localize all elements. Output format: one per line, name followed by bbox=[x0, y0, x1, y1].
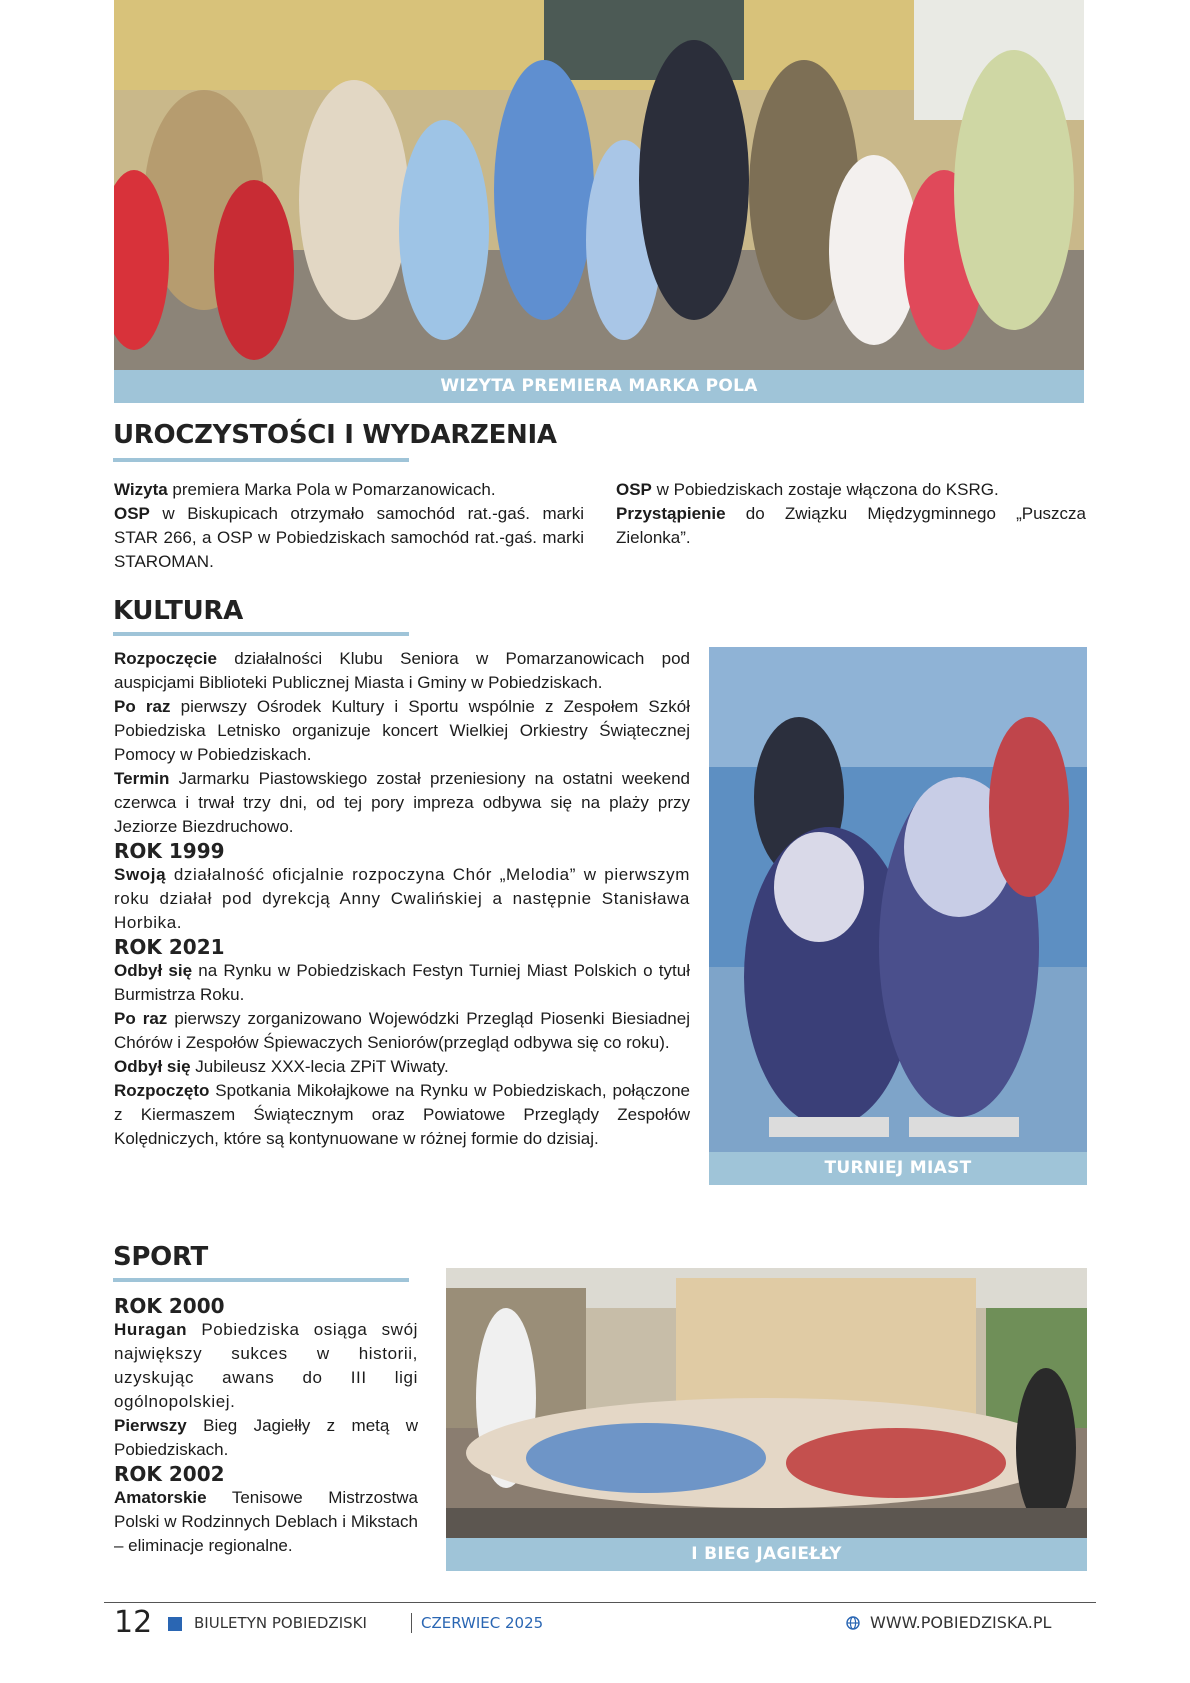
photo-town-tournament bbox=[709, 647, 1087, 1152]
website-link[interactable]: WWW.POBIEDZISKA.PL bbox=[870, 1613, 1052, 1632]
events-column-left bbox=[114, 478, 584, 574]
sport-paragraph: Huragan Pobiedziska osiąga swój największy sukces w historii, uzyskując awans do III ligi ogólnopolskiej. bbox=[114, 1320, 418, 1411]
year-label: ROK 1999 bbox=[114, 839, 225, 863]
sport-text-column bbox=[114, 1294, 418, 1558]
heading-sport: SPORT bbox=[113, 1242, 208, 1272]
culture-text-column bbox=[114, 647, 690, 1151]
heading-underline bbox=[113, 1278, 409, 1282]
caption-jagiello-run: I BIEG JAGIEŁŁY bbox=[446, 1538, 1087, 1571]
culture-paragraph: Po raz pierwszy Ośrodek Kultury i Sportu wspólnie z Zespołem Szkół Pobiedziska Letnisko organizuje koncert Wielkiej Orkiestry Świątecznej Pomocy w Pobiedziskach. bbox=[114, 697, 690, 764]
photo-premier-visit bbox=[114, 0, 1084, 370]
heading-underline bbox=[113, 458, 409, 462]
culture-paragraph: Po raz pierwszy zorganizowano Wojewódzki Przegląd Piosenki Biesiadnej Chórów i Zespołów Śpiewaczych Seniorów(przegląd odbywa się co roku). bbox=[114, 1009, 690, 1052]
heading-ceremonies-events: UROCZYSTOŚCI I WYDARZENIA bbox=[113, 420, 557, 450]
page-number: 12 bbox=[114, 1605, 153, 1640]
events-paragraph: Przystąpienie do Związku Międzygminnego „Puszcza Zielonka”. bbox=[616, 504, 1086, 547]
year-label: ROK 2021 bbox=[114, 935, 225, 959]
square-bullet-icon bbox=[168, 1617, 182, 1631]
events-paragraph: OSP w Pobiedziskach zostaje włączona do KSRG. bbox=[616, 480, 999, 499]
photo-jagiello-run bbox=[446, 1268, 1087, 1538]
photo-premier-visit-image bbox=[114, 0, 1084, 370]
heading-culture: KULTURA bbox=[113, 596, 243, 626]
page-footer bbox=[0, 1603, 1190, 1647]
heading-underline bbox=[113, 632, 409, 636]
culture-paragraph: Rozpoczęto Spotkania Mikołajkowe na Rynku w Pobiedziskach, połączone z Kiermaszem Świątecznym oraz Powiatowe Przeglądy Zespołów Kolędniczych, które są kontynuowane w różnej formie do dzisiaj. bbox=[114, 1081, 690, 1148]
sport-paragraph: Pierwszy Bieg Jagiełły z metą w Pobiedziskach. bbox=[114, 1416, 418, 1459]
issue-date: CZERWIEC 2025 bbox=[421, 1614, 544, 1632]
events-column-right bbox=[616, 478, 1086, 550]
events-paragraph: Wizyta premiera Marka Pola w Pomarzanowicach. bbox=[114, 480, 496, 499]
culture-paragraph: Swoją działalność oficjalnie rozpoczyna Chór „Melodia” w pierwszym roku działał pod dyrekcją Anny Cwalińskiej a następnie Stanisława Horbika. bbox=[114, 865, 690, 932]
photo-town-tournament-image bbox=[709, 647, 1087, 1152]
culture-paragraph: Termin Jarmarku Piastowskiego został przeniesiony na ostatni weekend czerwca i trwał trzy dni, od tej pory impreza odbywa się na plaży przy Jeziorze Biezdruchowo. bbox=[114, 769, 690, 836]
footer-separator bbox=[411, 1613, 412, 1633]
photo-jagiello-run-image bbox=[446, 1268, 1087, 1538]
caption-premier-visit: WIZYTA PREMIERA MARKA POLA bbox=[114, 370, 1084, 403]
culture-paragraph: Rozpoczęcie działalności Klubu Seniora w Pomarzanowicach pod auspicjami Biblioteki Publicznej Miasta i Gminy w Pobiedziskach. bbox=[114, 649, 690, 692]
culture-paragraph: Odbył się Jubileusz XXX-lecia ZPiT Wiwaty. bbox=[114, 1057, 449, 1076]
events-paragraph: OSP w Biskupicach otrzymało samochód rat.-gaś. marki STAR 266, a OSP w Pobiedziskach samochód rat.-gaś. marki STAROMAN. bbox=[114, 504, 584, 571]
culture-paragraph: Odbył się na Rynku w Pobiedziskach Festyn Turniej Miast Polskich o tytuł Burmistrza Roku. bbox=[114, 961, 690, 1004]
sport-paragraph: Amatorskie Tenisowe Mistrzostwa Polski w Rodzinnych Deblach i Mikstach – eliminacje regionalne. bbox=[114, 1488, 418, 1555]
year-label: ROK 2000 bbox=[114, 1294, 225, 1318]
caption-town-tournament: TURNIEJ MIAST bbox=[709, 1152, 1087, 1185]
publication-name: BIULETYN POBIEDZISKI bbox=[194, 1614, 367, 1632]
globe-icon bbox=[846, 1616, 860, 1630]
year-label: ROK 2002 bbox=[114, 1462, 225, 1486]
